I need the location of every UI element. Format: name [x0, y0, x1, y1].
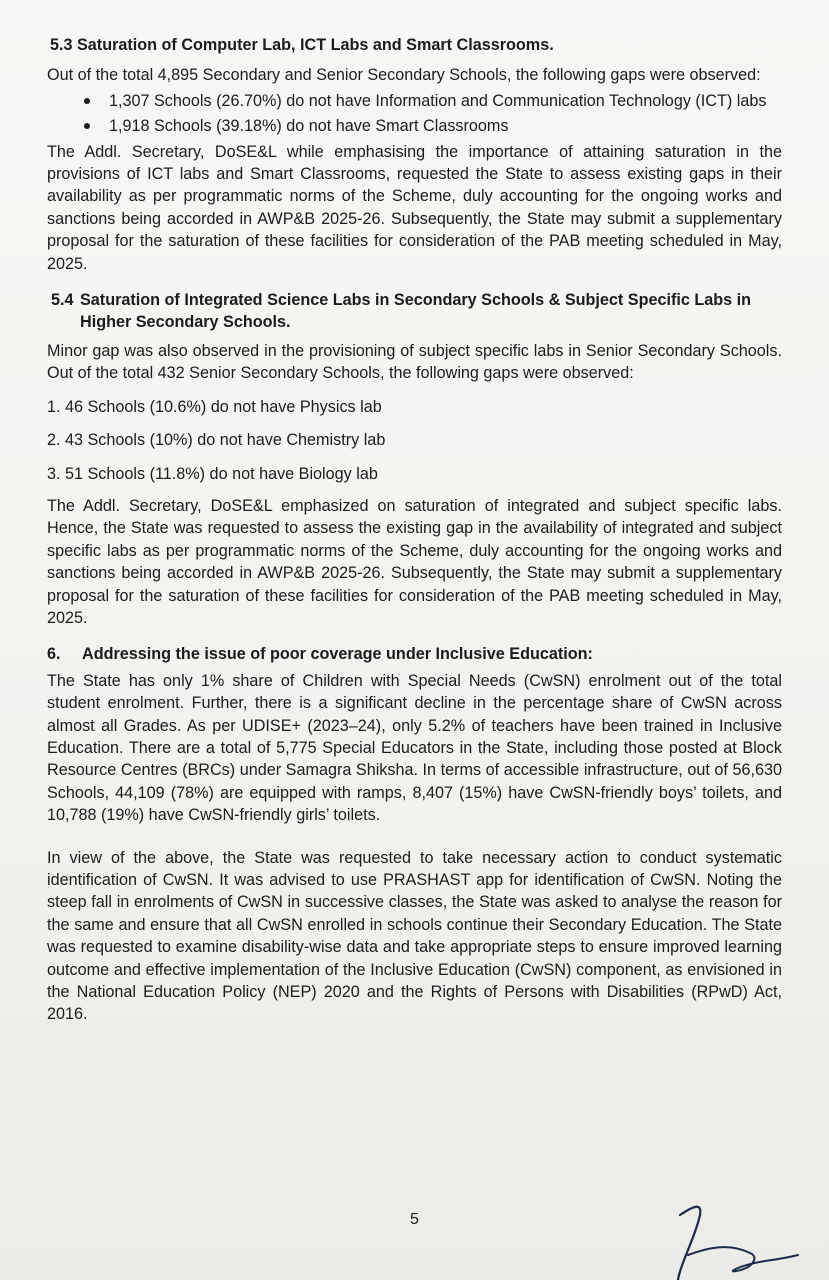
signature-mark: [640, 1195, 800, 1280]
section-6-paragraph-1: The State has only 1% share of Children with Special Needs (CwSN) enrolment out of the total student enrolment. Further, there is a significant decline in the percentage share of CwSN across almost all Grades. As per UDISE+ (2023–24), only 5.2% of teachers have been trained in Inclusive Education. There are a total of 5,775 Special Educators in the State, including those posted at Block Resource Centres (BRCs) under Samagra Shiksha. In terms of accessible infrastructure, out of 56,630 Schools, 44,109 (78%) are equipped with ramps, 8,407 (15%) have CwSN-friendly boys’ toilets, and 10,788 (19%) have CwSN-friendly girls’ toilets.: [47, 671, 782, 825]
section-6-number: 6.: [47, 645, 61, 664]
section-6-heading: [47, 643, 782, 665]
section-5-4-intro: Minor gap was also observed in the provisioning of subject specific labs in Senior Secondary Schools. Out of the total 432 Senior Secondary Schools, the following gaps were observed:: [47, 341, 782, 383]
section-5-3-bullet-list: [47, 90, 782, 138]
section-5-4-title: Saturation of Integrated Science Labs in Secondary Schools & Subject Specific Labs in Higher Secondary Schools.: [80, 291, 752, 332]
list-item: 2. 43 Schools (10%) do not have Chemistry lab: [47, 431, 386, 450]
list-item: 1. 46 Schools (10.6%) do not have Physics lab: [47, 397, 382, 416]
page-content: [47, 34, 782, 1026]
section-5-3-heading: 5.3 Saturation of Computer Lab, ICT Labs and Smart Classrooms.: [50, 36, 554, 54]
section-6-paragraph-2: In view of the above, the State was requested to take necessary action to conduct systematic identification of CwSN. It was advised to use PRASHAST app for identification of CwSN. Noting the steep fall in enrolments of CwSN in successive classes, the State was asked to analyse the reason for the same and ensure that all CwSN enrolled in schools continue their Secondary Education. The State was requested to examine disability-wise data and take appropriate steps to ensure improved learning outcome and effective implementation of the Inclusive Education (CwSN) component, as envisioned in the National Education Policy (NEP) 2020 and the Rights of Persons with Disabilities (RPwD) Act, 2016.: [47, 848, 782, 1024]
section-6-title: Addressing the issue of poor coverage under Inclusive Education:: [82, 645, 593, 664]
bullet-item: 1,307 Schools (26.70%) do not have Information and Communication Technology (ICT) labs: [109, 90, 782, 112]
section-5-4-body: The Addl. Secretary, DoSE&L emphasized on saturation of integrated and subject specific labs. Hence, the State was requested to assess the existing gap in the availability of integrated and subject specific labs as per programmatic norms of the Scheme, duly accounting for the ongoing works and sanctions being accorded in AWP&B 2025-26. Subsequently, the State may submit a supplementary proposal for the saturation of these facilities for consideration of the PAB meeting scheduled in May, 2025.: [47, 496, 782, 627]
section-5-3-body: The Addl. Secretary, DoSE&L while emphasising the importance of attaining saturation in the provisions of ICT labs and Smart Classrooms, requested the State to assess existing gaps in their availability as per programmatic norms of the Scheme, duly accounting for the ongoing works and sanctions being accorded in AWP&B 2025-26. Subsequently, the State may submit a supplementary proposal for the saturation of these facilities for consideration of the PAB meeting scheduled in May, 2025.: [47, 142, 782, 273]
page-number: 5: [410, 1211, 419, 1228]
bullet-item: 1,918 Schools (39.18%) do not have Smart Classrooms: [109, 115, 782, 137]
list-item: 3. 51 Schools (11.8%) do not have Biology lab: [47, 464, 378, 483]
section-5-4-lab-gap-list: [47, 396, 782, 485]
section-5-4-number: 5.4: [51, 291, 74, 310]
section-5-4-heading: [51, 289, 782, 334]
section-5-3-intro: Out of the total 4,895 Secondary and Senior Secondary Schools, the following gaps were observed:: [47, 66, 761, 85]
